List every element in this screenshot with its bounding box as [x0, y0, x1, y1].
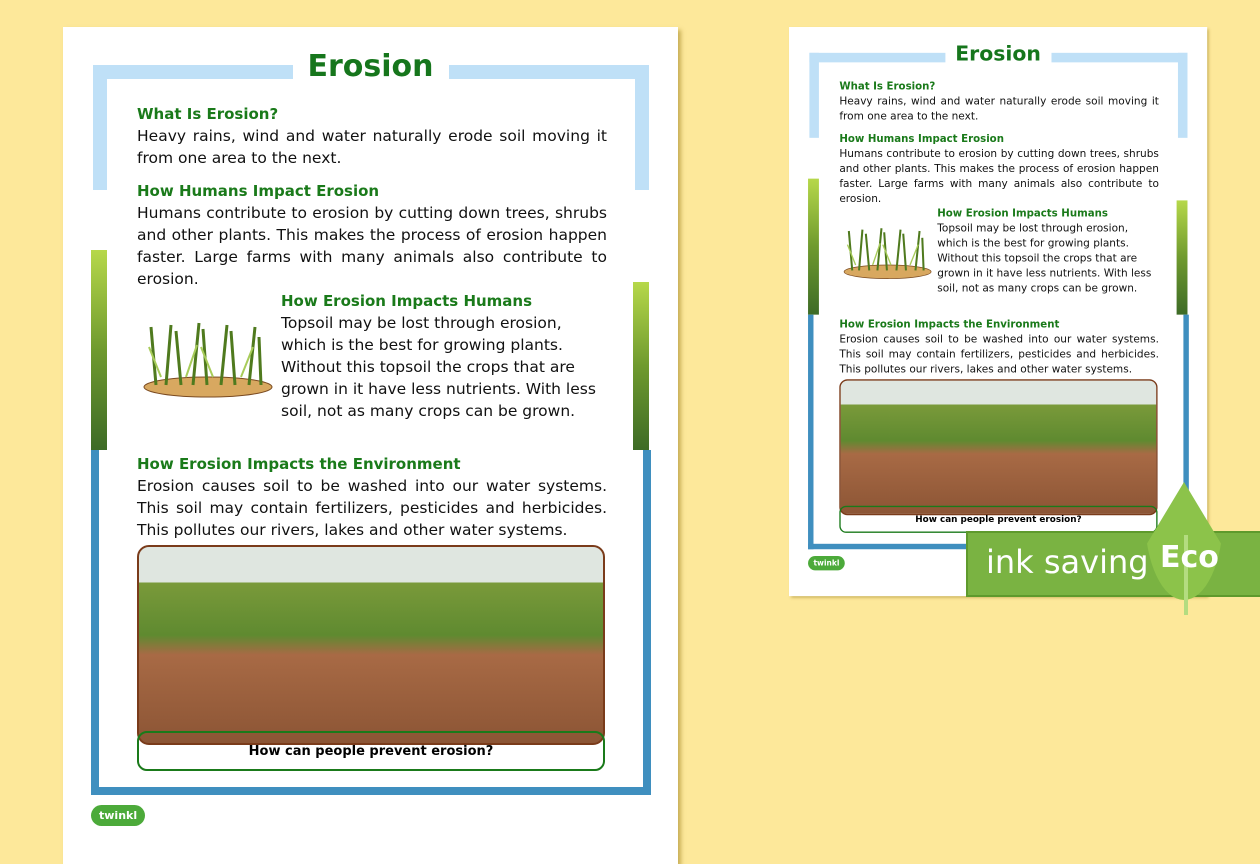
- eroded-landscape-image: [839, 379, 1157, 515]
- section-body: Topsoil may be lost through erosion, which is the best for growing plants. Without this topsoil the crops that are grown in it have less nutrients. With less soil, not as many crops can be grown.: [937, 222, 1152, 295]
- twinkl-logo: twinkl: [808, 556, 845, 570]
- page-title: Erosion: [955, 41, 1041, 66]
- section-heading: How Erosion Impacts Humans: [937, 207, 1108, 220]
- crops-plant-icon: [141, 317, 276, 399]
- question-box: How can people prevent erosion?: [839, 506, 1157, 533]
- page-title: Erosion: [307, 49, 434, 84]
- section-body: Humans contribute to erosion by cutting down trees, shrubs and other plants. This makes the process of erosion happen faster. Large farms with many animals also contribute to erosion.: [839, 147, 1159, 205]
- question-box: How can people prevent erosion?: [137, 731, 605, 771]
- worksheet-page-small: [789, 27, 1207, 596]
- section-heading: What Is Erosion?: [137, 105, 279, 123]
- eco-label: Eco: [1160, 540, 1219, 575]
- grass-strip-left: [91, 250, 107, 450]
- grass-strip-right: [633, 282, 649, 450]
- section-heading: How Humans Impact Erosion: [137, 182, 380, 200]
- ink-saving-label: ink saving: [986, 543, 1149, 581]
- twinkl-logo: twinkl: [91, 805, 145, 826]
- eroded-landscape-image: [137, 545, 605, 745]
- section-body: Erosion causes soil to be washed into our water systems. This soil may contain fertilizers, pesticides and herbicides. This pollutes our rivers, lakes and other water systems.: [839, 333, 1159, 376]
- section-body: Erosion causes soil to be washed into our water systems. This soil may contain fertilizers, pesticides and herbicides. This pollutes our rivers, lakes and other water systems.: [137, 477, 607, 539]
- grass-strip-left: [808, 179, 819, 315]
- section-heading: How Erosion Impacts the Environment: [839, 318, 1060, 331]
- section-heading: How Erosion Impacts Humans: [281, 292, 533, 310]
- section-heading: How Erosion Impacts the Environment: [137, 455, 461, 473]
- section-body: Heavy rains, wind and water naturally erode soil moving it from one area to the next.: [839, 95, 1159, 123]
- section-heading: How Humans Impact Erosion: [839, 132, 1004, 145]
- worksheet-page-large: [63, 27, 678, 864]
- section-body: Topsoil may be lost through erosion, which is the best for growing plants. Without this topsoil the crops that are grown in it have less nutrients. With less soil, not as many crops can be grown.: [281, 314, 596, 420]
- section-heading: What Is Erosion?: [839, 80, 936, 93]
- crops-plant-icon: [842, 224, 934, 280]
- section-body: Heavy rains, wind and water naturally erode soil moving it from one area to the next.: [137, 127, 607, 167]
- section-body: Humans contribute to erosion by cutting down trees, shrubs and other plants. This makes the process of erosion happen faster. Large farms with many animals also contribute to erosion.: [137, 204, 607, 288]
- grass-strip-right: [1177, 200, 1188, 314]
